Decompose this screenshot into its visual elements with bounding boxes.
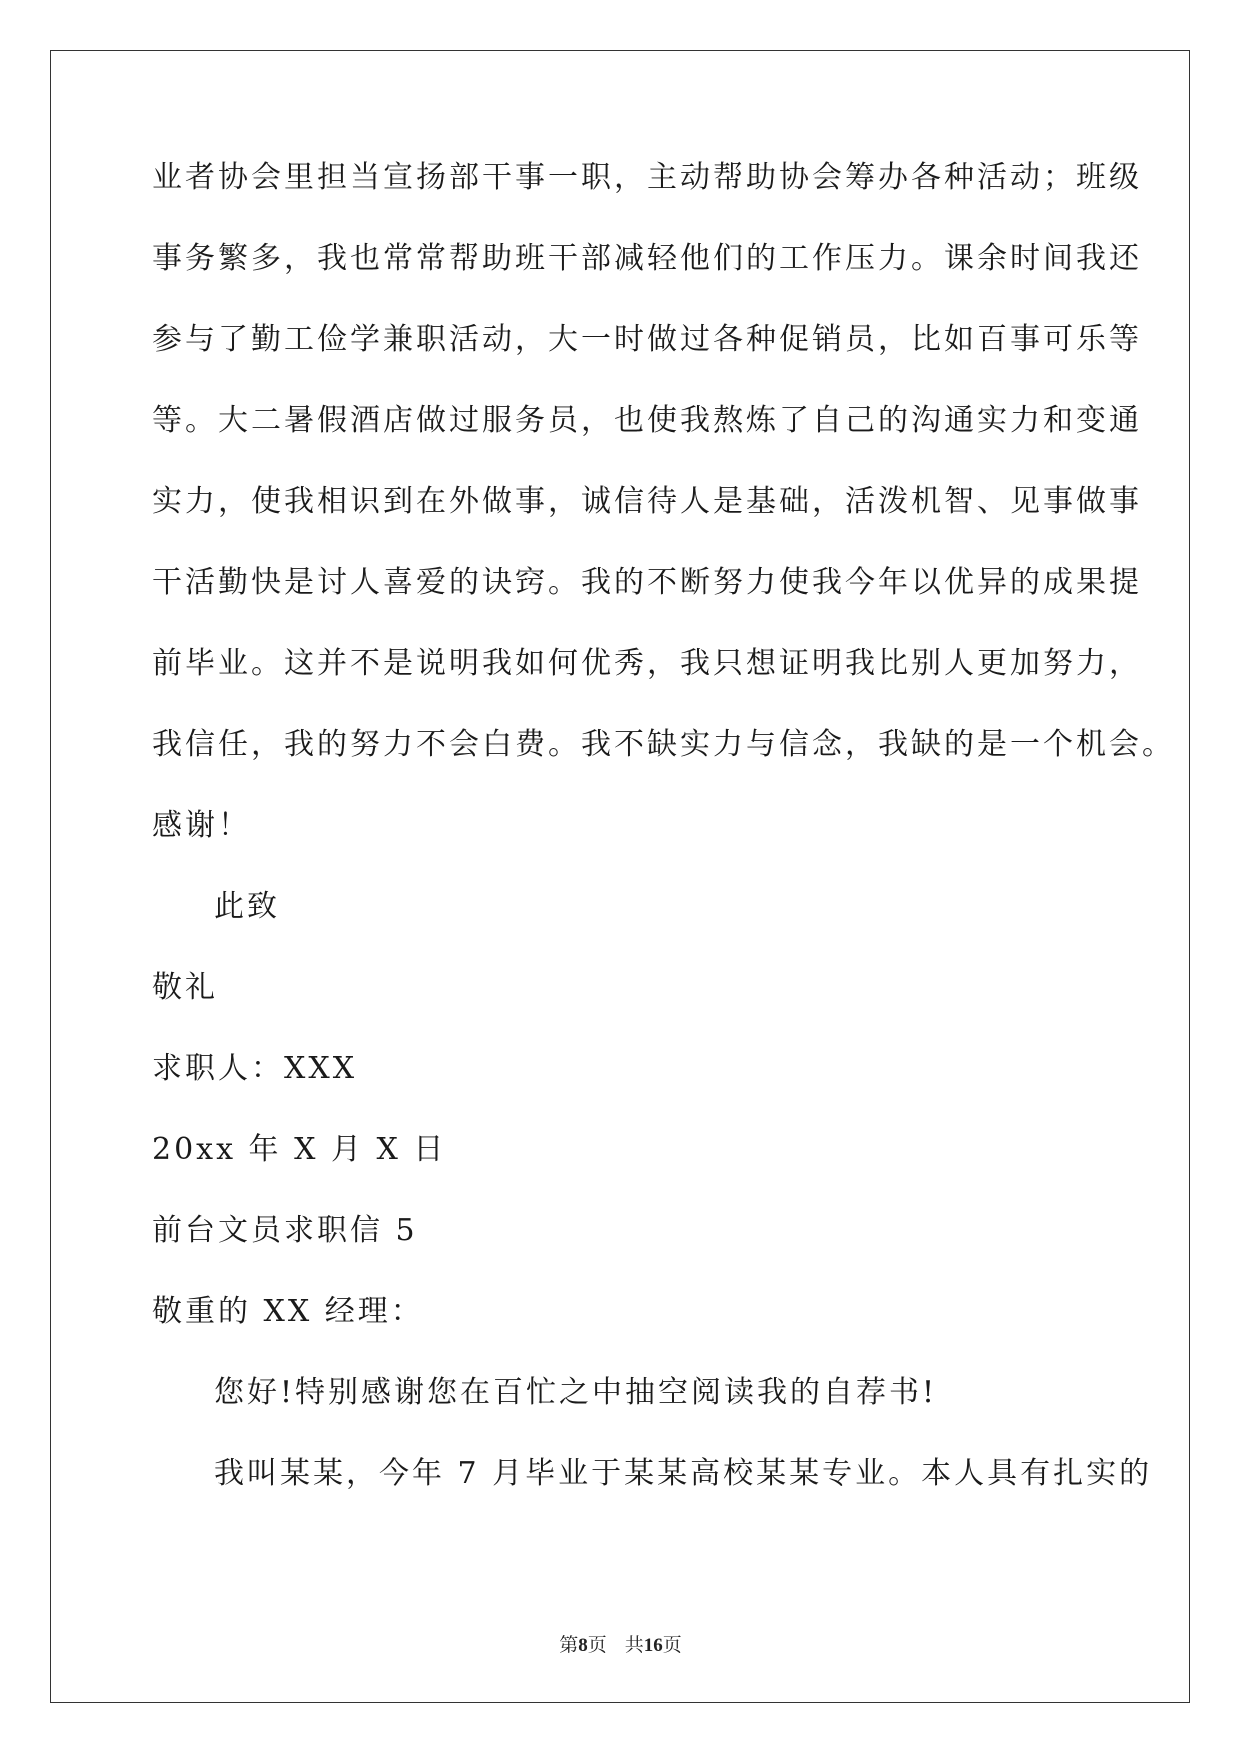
letter-date: 20xx 年 X 月 X 日 <box>152 1132 447 1167</box>
body-line: 参与了勤工俭学兼职活动，大一时做过各种促销员，比如百事可乐等 <box>152 322 1142 357</box>
page-number: 8 <box>578 1635 588 1656</box>
body-line: 感谢！ <box>152 808 251 843</box>
body-line: 我信任，我的努力不会白费。我不缺实力与信念，我缺的是一个机会。 <box>152 727 1175 762</box>
body-line: 业者协会里担当宣扬部干事一职，主动帮助协会筹办各种活动；班级 <box>152 160 1142 195</box>
closing-cizhi: 此致 <box>214 889 280 924</box>
footer-total-prefix: 共 <box>624 1634 644 1656</box>
page-footer <box>0 1630 1241 1657</box>
letter-title: 前台文员求职信 5 <box>152 1213 418 1248</box>
body-line: 等。大二暑假酒店做过服务员，也使我熬炼了自己的沟通实力和变通 <box>152 403 1142 438</box>
letter-intro: 我叫某某，今年 7 月毕业于某某高校某某专业。本人具有扎实的 <box>214 1456 1153 1491</box>
total-pages: 16 <box>643 1635 663 1656</box>
letter-greeting: 您好!特别感谢您在百忙之中抽空阅读我的自荐书! <box>214 1375 938 1410</box>
footer-total-suffix: 页 <box>662 1634 682 1656</box>
body-line: 实力，使我相识到在外做事，诚信待人是基础，活泼机智、见事做事 <box>152 484 1142 519</box>
document-body <box>152 160 1175 1537</box>
letter-salutation: 敬重的 XX 经理： <box>152 1294 424 1329</box>
footer-page-suffix: 页 <box>587 1634 607 1656</box>
applicant-signature: 求职人：XXX <box>152 1051 358 1086</box>
body-line: 前毕业。这并不是说明我如何优秀，我只想证明我比别人更加努力， <box>152 646 1142 681</box>
footer-prefix: 第 <box>559 1634 579 1656</box>
body-line: 事务繁多，我也常常帮助班干部减轻他们的工作压力。课余时间我还 <box>152 241 1142 276</box>
closing-jingli: 敬礼 <box>152 970 218 1005</box>
body-line: 干活勤快是讨人喜爱的诀窍。我的不断努力使我今年以优异的成果提 <box>152 565 1142 600</box>
